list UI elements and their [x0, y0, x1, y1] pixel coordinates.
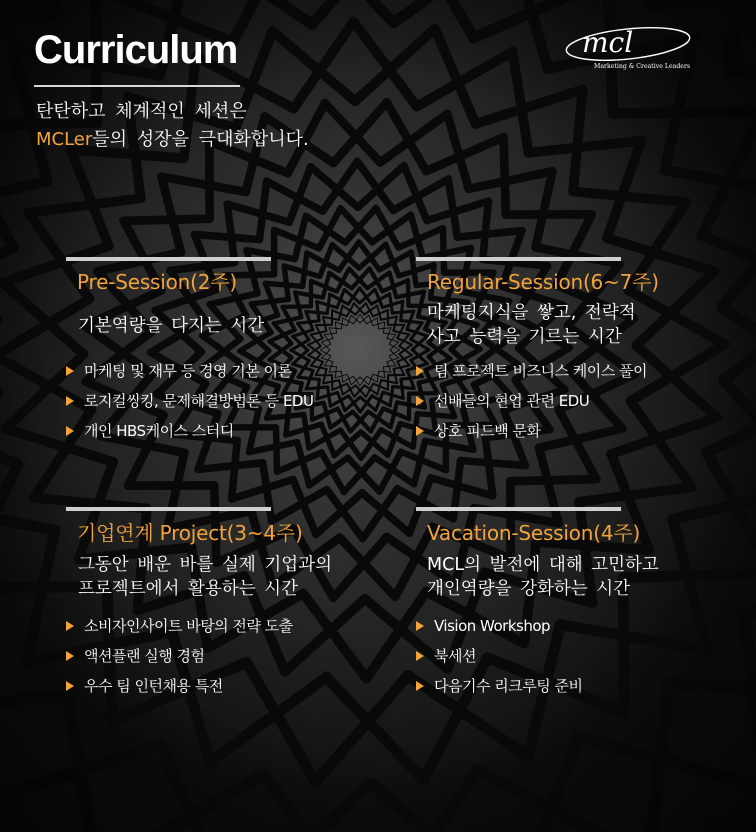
list-item-label: 우수 팀 인턴채용 특전 — [84, 677, 223, 695]
session-item-list — [416, 356, 647, 446]
list-item — [416, 356, 647, 386]
tagline-line-2-rest: 들의 성장을 극대화합니다. — [92, 129, 309, 150]
list-item-label: 선배들의 현업 관련 EDU — [434, 392, 590, 410]
mcl-logo — [560, 22, 700, 72]
tagline — [36, 98, 309, 154]
list-item — [416, 611, 582, 641]
session-title: Regular-Session(6~7주) — [427, 270, 659, 294]
session-title: Vacation-Session(4주) — [427, 521, 641, 545]
title-underline — [34, 85, 240, 87]
list-item-label: 액션플랜 실행 경험 — [84, 647, 205, 665]
list-item — [416, 641, 582, 671]
session-description: 마케팅지식을 쌓고, 전략적 사고 능력을 기르는 시간 — [427, 303, 636, 347]
tagline-line-1: 탄탄하고 체계적인 세션은 — [36, 101, 247, 122]
session-item-list — [66, 356, 313, 446]
bullet-icon — [66, 621, 74, 631]
bullet-icon — [66, 426, 74, 436]
list-item-label: 로지컬씽킹, 문제해결방법론 등 EDU — [84, 392, 314, 410]
session-title: 기업연계 Project(3~4주) — [77, 521, 303, 545]
bullet-icon — [66, 651, 74, 661]
list-item — [66, 356, 313, 386]
bullet-icon — [416, 426, 424, 436]
list-item — [416, 416, 647, 446]
bullet-icon — [416, 651, 424, 661]
list-item — [66, 641, 293, 671]
session-description: 그동안 배운 바를 실제 기업과의 프로젝트에서 활용하는 시간 — [78, 555, 333, 599]
bullet-icon — [416, 396, 424, 406]
logo-wordmark: mcl — [582, 26, 634, 59]
list-item-label: 팀 프로젝트 비즈니스 케이스 풀이 — [434, 362, 647, 380]
bullet-icon — [416, 366, 424, 376]
card-divider — [416, 257, 621, 261]
list-item-label: Vision Workshop — [434, 617, 551, 635]
logo-subtitle: Marketing & Creative Leaders — [594, 63, 691, 70]
bullet-icon — [416, 681, 424, 691]
list-item-label: 북세션 — [434, 647, 476, 665]
list-item-label: 다음기수 리크루팅 준비 — [434, 677, 583, 695]
list-item — [66, 671, 293, 701]
card-divider — [66, 257, 271, 261]
card-divider — [416, 507, 621, 511]
list-item — [416, 386, 647, 416]
list-item-label: 상호 피드백 문화 — [434, 422, 541, 440]
list-item-label: 소비자인사이트 바탕의 전략 도출 — [84, 617, 293, 635]
tagline-line-2 — [36, 126, 309, 154]
tagline-accent: MCLer — [36, 129, 93, 150]
list-item — [66, 416, 313, 446]
bullet-icon — [66, 366, 74, 376]
page-title: Curriculum — [34, 28, 238, 72]
bullet-icon — [416, 621, 424, 631]
card-divider — [66, 507, 271, 511]
session-description: MCL의 발전에 대해 고민하고 개인역량을 강화하는 시간 — [427, 555, 659, 599]
session-item-list — [66, 611, 293, 701]
list-item — [66, 611, 293, 641]
list-item-label: 마케팅 및 재무 등 경영 기본 이론 — [84, 362, 292, 380]
list-item-label: 개인 HBS케이스 스터디 — [84, 422, 234, 440]
session-title: Pre-Session(2주) — [77, 270, 237, 294]
session-description: 기본역량을 다지는 시간 — [78, 316, 265, 336]
list-item — [416, 671, 582, 701]
bullet-icon — [66, 396, 74, 406]
session-item-list — [416, 611, 582, 701]
list-item — [66, 386, 313, 416]
bullet-icon — [66, 681, 74, 691]
